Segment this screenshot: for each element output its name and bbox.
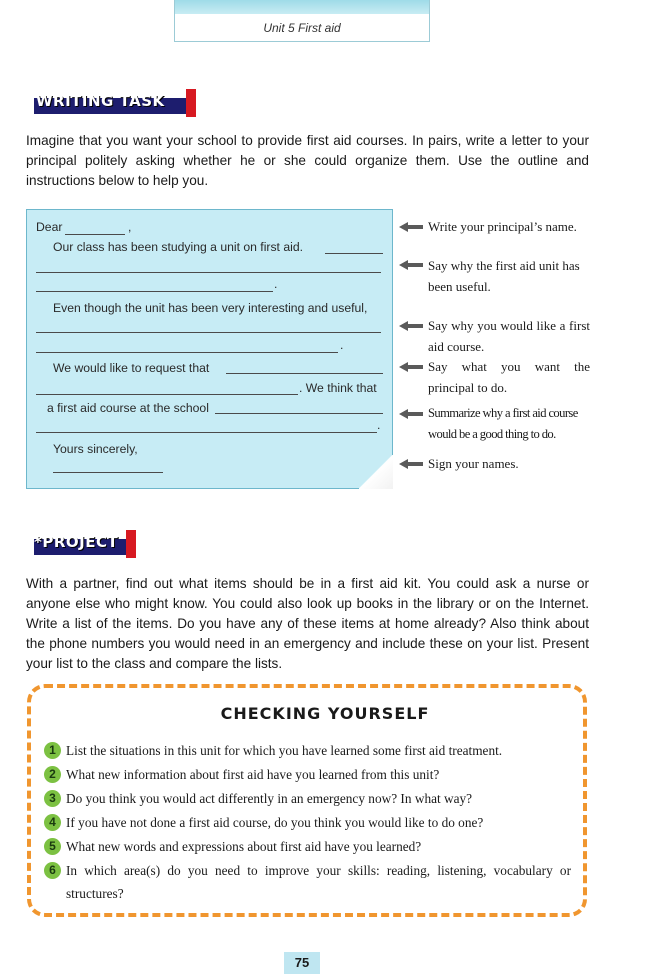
letter-closing: Yours sincerely, — [53, 442, 138, 456]
letter-line-3: We would like to request that — [53, 361, 210, 375]
blank-line — [36, 332, 381, 333]
project-heading — [34, 533, 118, 551]
blank-line — [226, 373, 383, 374]
question-item — [44, 787, 574, 810]
project-heading-text: PROJECT — [42, 533, 119, 551]
blank-line — [36, 291, 273, 292]
instruction-6: Sign your names. — [428, 456, 519, 471]
writing-task-banner — [28, 89, 198, 117]
left-arrow-icon — [399, 321, 423, 331]
unit-header — [174, 0, 430, 42]
unit-title: Unit 5 First aid — [263, 21, 341, 35]
question-number-badge: 6 — [44, 862, 61, 879]
question-number-badge: 5 — [44, 838, 61, 855]
question-text: In which area(s) do you need to improve your skills: reading, listening, vocabulary or structures? — [66, 863, 571, 901]
left-arrow-icon — [399, 459, 423, 469]
left-arrow-icon — [399, 362, 423, 372]
question-text: Do you think you would act differently in an emergency now? In what way? — [66, 791, 473, 806]
letter-outline — [26, 209, 393, 489]
header-decoration — [175, 0, 429, 14]
question-text: What new words and expressions about first aid have you learned? — [66, 839, 422, 854]
question-number-badge: 4 — [44, 814, 61, 831]
blank-line — [36, 352, 338, 353]
page-number: 75 — [284, 952, 320, 974]
project-text: With a partner, find out what items should be in a first aid kit. You could ask a nurse or anyone else who might know. You could also look up books in the library or on the Internet. Write a list of the items. Do you have any of these items at home already? Also think about the phone numbers you would need in an emergency and include these on your list. Present your list to the class and compare the lists. — [26, 576, 589, 671]
blank-principal-name — [65, 234, 125, 235]
checking-yourself-title: CHECKING YOURSELF — [220, 704, 430, 723]
question-item — [44, 835, 574, 858]
question-item — [44, 859, 574, 905]
star-icon: * — [34, 533, 43, 551]
left-arrow-icon — [399, 409, 423, 419]
instruction-1: Write your principal’s name. — [428, 219, 577, 234]
question-number-badge: 1 — [44, 742, 61, 759]
blank-line — [215, 413, 383, 414]
writing-task-heading: WRITING TASK — [36, 92, 165, 110]
blank-line — [36, 272, 381, 273]
letter-line-2: Even though the unit has been very interesting and useful, — [53, 301, 368, 315]
question-item — [44, 763, 574, 786]
page-curl-decoration — [359, 455, 393, 489]
writing-task-intro: Imagine that you want your school to provide first aid courses. In pairs, write a letter to your principal politely asking whether he or she could organize them. Use the outline and instructions below to help you. — [26, 133, 589, 188]
instruction-3: Say why you would like a first aid course. — [428, 318, 590, 354]
question-text: If you have not done a first aid course, do you think you would like to do one? — [66, 815, 484, 830]
letter-line-5: a first aid course at the school — [47, 401, 209, 415]
blank-line — [325, 253, 383, 254]
letter-period: . — [340, 338, 344, 352]
blank-line — [36, 432, 377, 433]
instruction-5: Summarize why a first aid course would be a good thing to do. — [428, 406, 578, 441]
letter-comma: , — [128, 220, 132, 234]
blank-signature — [53, 472, 163, 473]
question-text: List the situations in this unit for which you have learned some first aid treatment. — [66, 743, 503, 758]
letter-period: . — [377, 418, 381, 432]
question-item — [44, 739, 574, 762]
left-arrow-icon — [399, 222, 423, 232]
project-banner — [28, 530, 138, 558]
left-arrow-icon — [399, 260, 423, 270]
instruction-2: Say why the first aid unit has been useful. — [428, 258, 580, 294]
question-number-badge: 2 — [44, 766, 61, 783]
question-text: What new information about first aid have you learned from this unit? — [66, 767, 440, 782]
letter-line-1: Our class has been studying a unit on first aid. — [53, 240, 303, 254]
question-item — [44, 811, 574, 834]
letter-line-4: . We think that — [299, 381, 377, 395]
instruction-4: Say what you want the principal to do. — [428, 359, 590, 395]
letter-period: . — [274, 277, 278, 291]
letter-greeting: Dear — [36, 220, 63, 234]
question-number-badge: 3 — [44, 790, 61, 807]
blank-line — [36, 394, 298, 395]
